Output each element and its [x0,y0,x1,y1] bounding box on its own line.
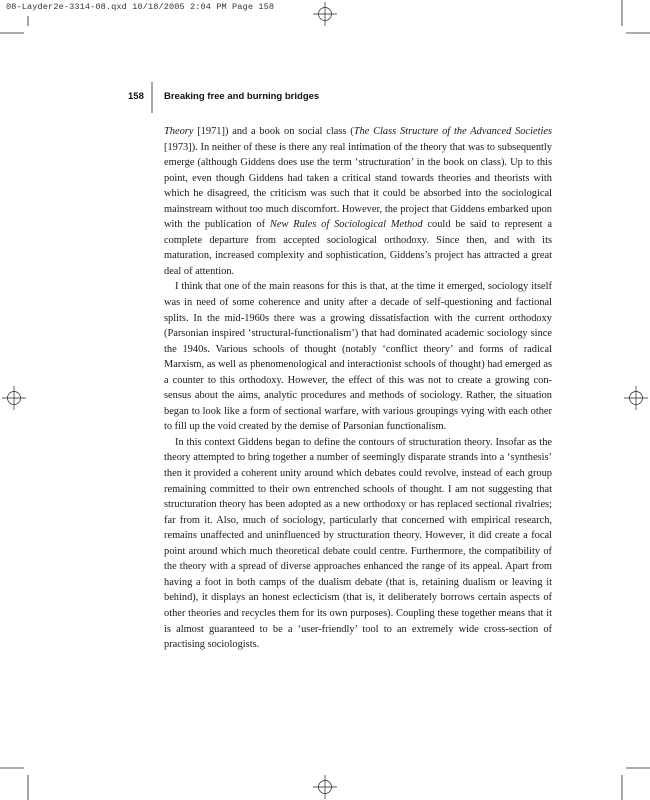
text-run: I think that one of the main reasons for this is that, at the time it emerged, sociology itself was in need of some coherence and unity after a decade of self-questioning and factional splits. In the mid-1960s there was a growing dissatisfaction with the current orthodoxy (Parsonian inspired ‘structural-functionalism’) that had dominated academic sociology since the 1940s. Various schools of thought (notably ‘conflict theory’ and forms of radical Marxism, as well as phenomenological and interactionist schools of thought) had emerged as a counter to this orthodoxy. However, the effect of this was not to create a growing consensus about the aims, analytic procedures and methods of sociology. Rather, the situation began to look like a form of sectional warfare, with various groupings vying with each other to fill up the void created by the demise of Parsonian functionalism. [164,281,552,433]
registration-target-bottom [313,775,337,799]
registration-target-top [313,2,337,26]
paragraph-2 [164,279,552,434]
paragraph-3 [164,435,552,653]
registration-target-right [624,386,648,410]
book-title: The Class Structure of the Advanced Societies [353,126,552,137]
text-run: In this context Giddens began to define the contours of structuration theory. Insofar as the theory attempted to bring together a number of seemingly disparate strands into a ‘synthesis’ then it provided a coherent unity around which debates could revolve, instead of each group remaining committed to their own entrenched schools of thought. I am not suggesting that structuration theory has been adopted as a new orthodoxy or has replaced sectional rivalries; far from it. Also, much of sociology, particularly that concerned with empirical research, remains unaffected and uninfluenced by structuration theory. However, it did create a focal point around which much theoretical debate could centre. Furthermore, the compatibility of the theory with a spread of diverse approaches enhanced the range of its appeal. Apart from having a foot in both camps of the dualism debate (that is, retaining dualism or leaving it behind), it displays an honest eclecticism (that is, it deliberately borrows certain aspects of other theories and recycles them for its own purposes). Coupling these together means that it is almost guaranteed to be a ‘user-friendly’ tool to an extremely wide cross-section of practising sociologists. [164,436,552,651]
chapter-title: Breaking free and burning bridges [164,91,320,102]
body-text [164,124,552,653]
text-run: [1971]) and a book on social class ( [193,126,354,137]
print-slug: 08-Layder2e-3314-08.qxd 10/18/2005 2:04 PM Page 158 [6,2,275,12]
text-run: [1973]). In neither of these is there any real intimation of the theory that was to subsequently emerge (although Giddens does use the term ‘structuration’ in the book on class). Up to this point, even though Giddens had taken a critical stand towards theories and theorists with which he disagreed, the criticism was such that it could be absorbed into the sociological mainstream without too much discomfort. However, the project that Giddens embarked upon with the publication of [164,141,552,231]
page-number: 158 [128,91,144,102]
book-title: Theory [164,126,194,137]
running-head [128,91,568,105]
text-run: could be said to represent a complete departure from accepted sociological orthodoxy. Since then, and with its maturation, increased complexity and sophistication, Giddens’s project has attracted a great deal of attention. [164,219,552,277]
paragraph-1 [164,124,552,279]
registration-target-left [2,386,26,410]
book-title: New Rules of Sociological Method [269,219,423,231]
